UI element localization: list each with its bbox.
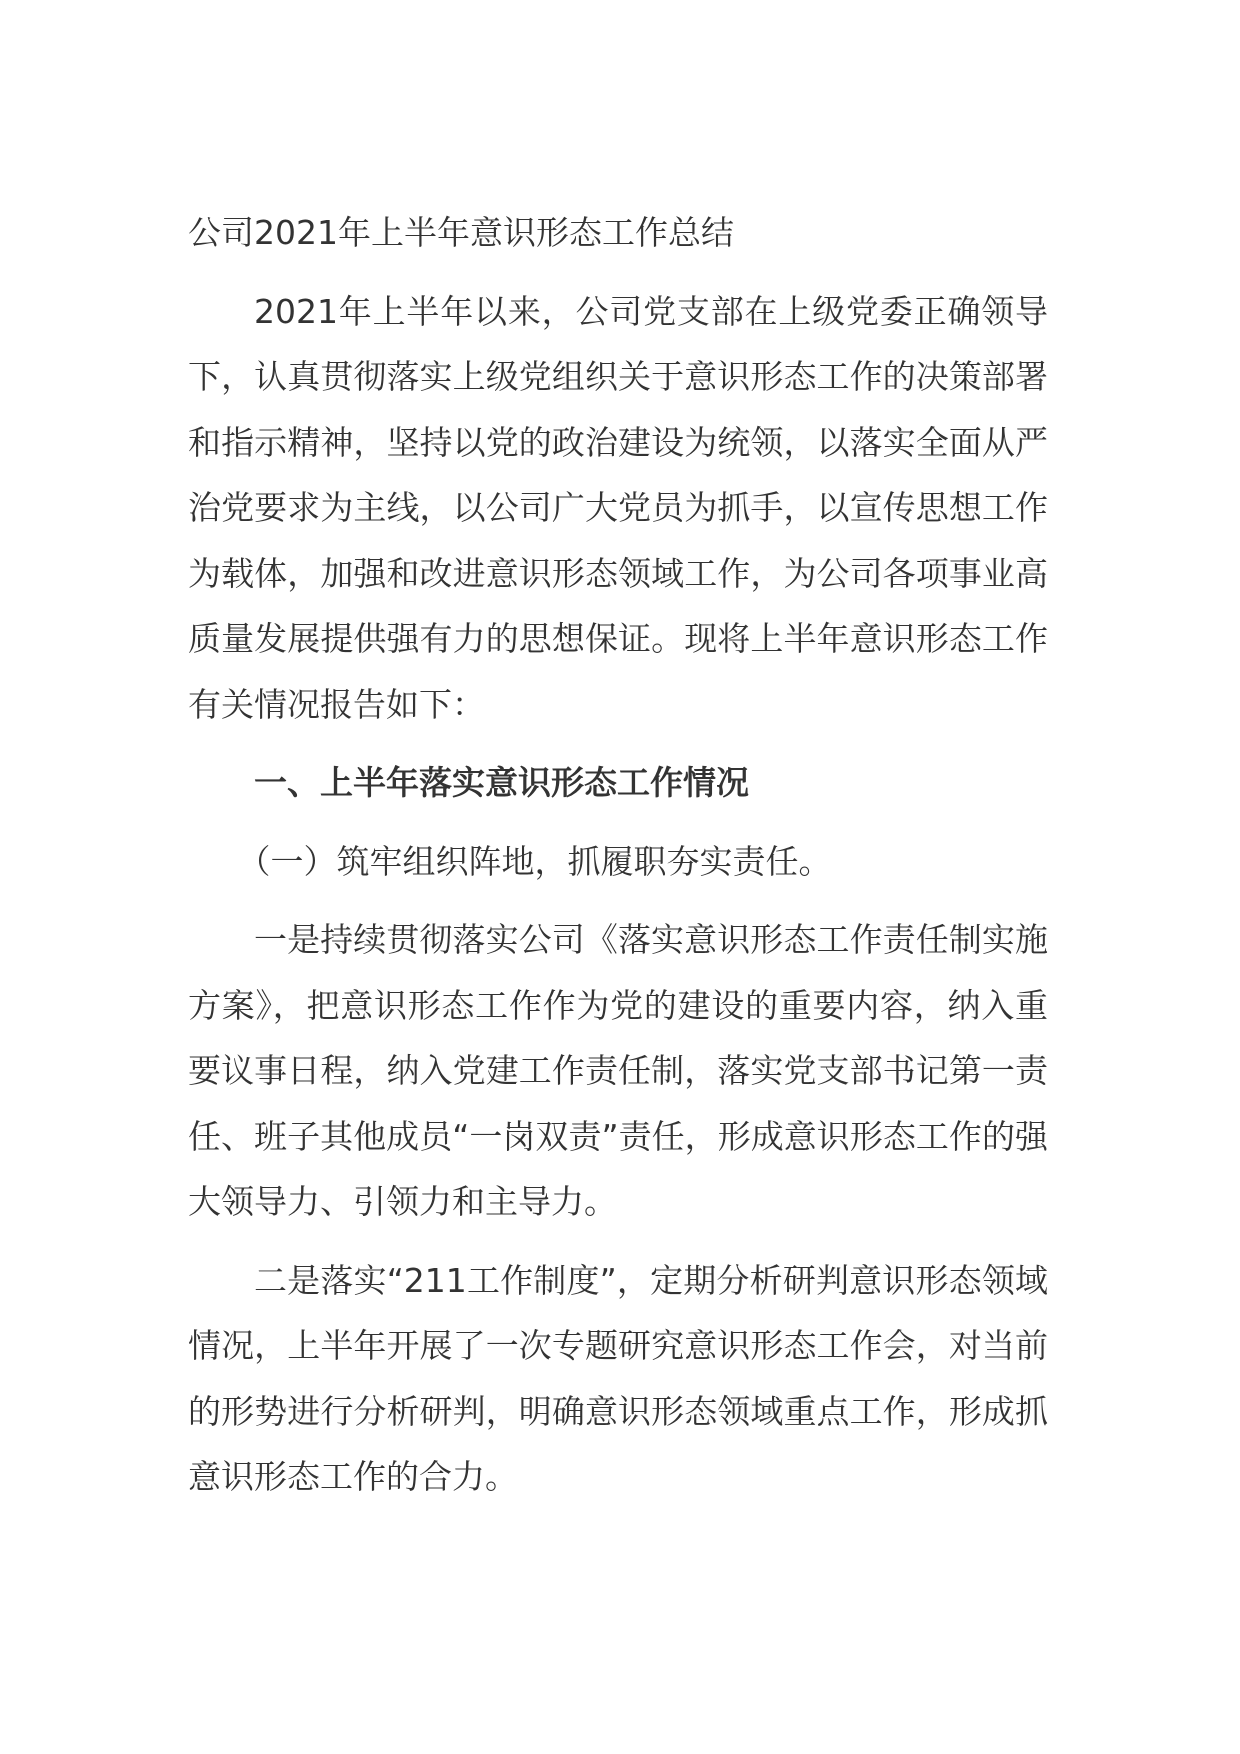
- document-body: [188, 200, 1048, 1523]
- section-heading: 一、上半年落实意识形态工作情况: [254, 763, 749, 802]
- intro-paragraph: 2021年上半年以来，公司党支部在上级党委正确领导下，认真贯彻落实上级党组织关于意识形态工作的决策部署和指示精神，坚持以党的政治建设为统领，以落实全面从严治党要求为主线，以公司广大党员为抓手，以宣传思想工作为载体，加强和改进意识形态领域工作，为公司各项事业高质量发展提供强有力的思想保证。现将上半年意识形态工作有关情况报告如下：: [188, 291, 1048, 724]
- subsection-heading: （一）筑牢组织阵地，抓履职夯实责任。: [237, 841, 832, 881]
- body-paragraph-2: 二是落实“211工作制度”，定期分析研判意识形态领域情况，上半年开展了一次专题研究意识形态工作会，对当前的形势进行分析研判，明确意识形态领域重点工作，形成抓意识形态工作的合力。: [188, 1260, 1048, 1496]
- document-title: 公司2021年上半年意识形态工作总结: [188, 213, 734, 252]
- body-paragraph-1: 一是持续贯彻落实公司《落实意识形态工作责任制实施方案》，把意识形态工作作为党的建设的重要内容，纳入重要议事日程，纳入党建工作责任制，落实党支部书记第一责任、班子其他成员“一岗双责”责任，形成意识形态工作的强大领导力、引领力和主导力。: [188, 920, 1048, 1221]
